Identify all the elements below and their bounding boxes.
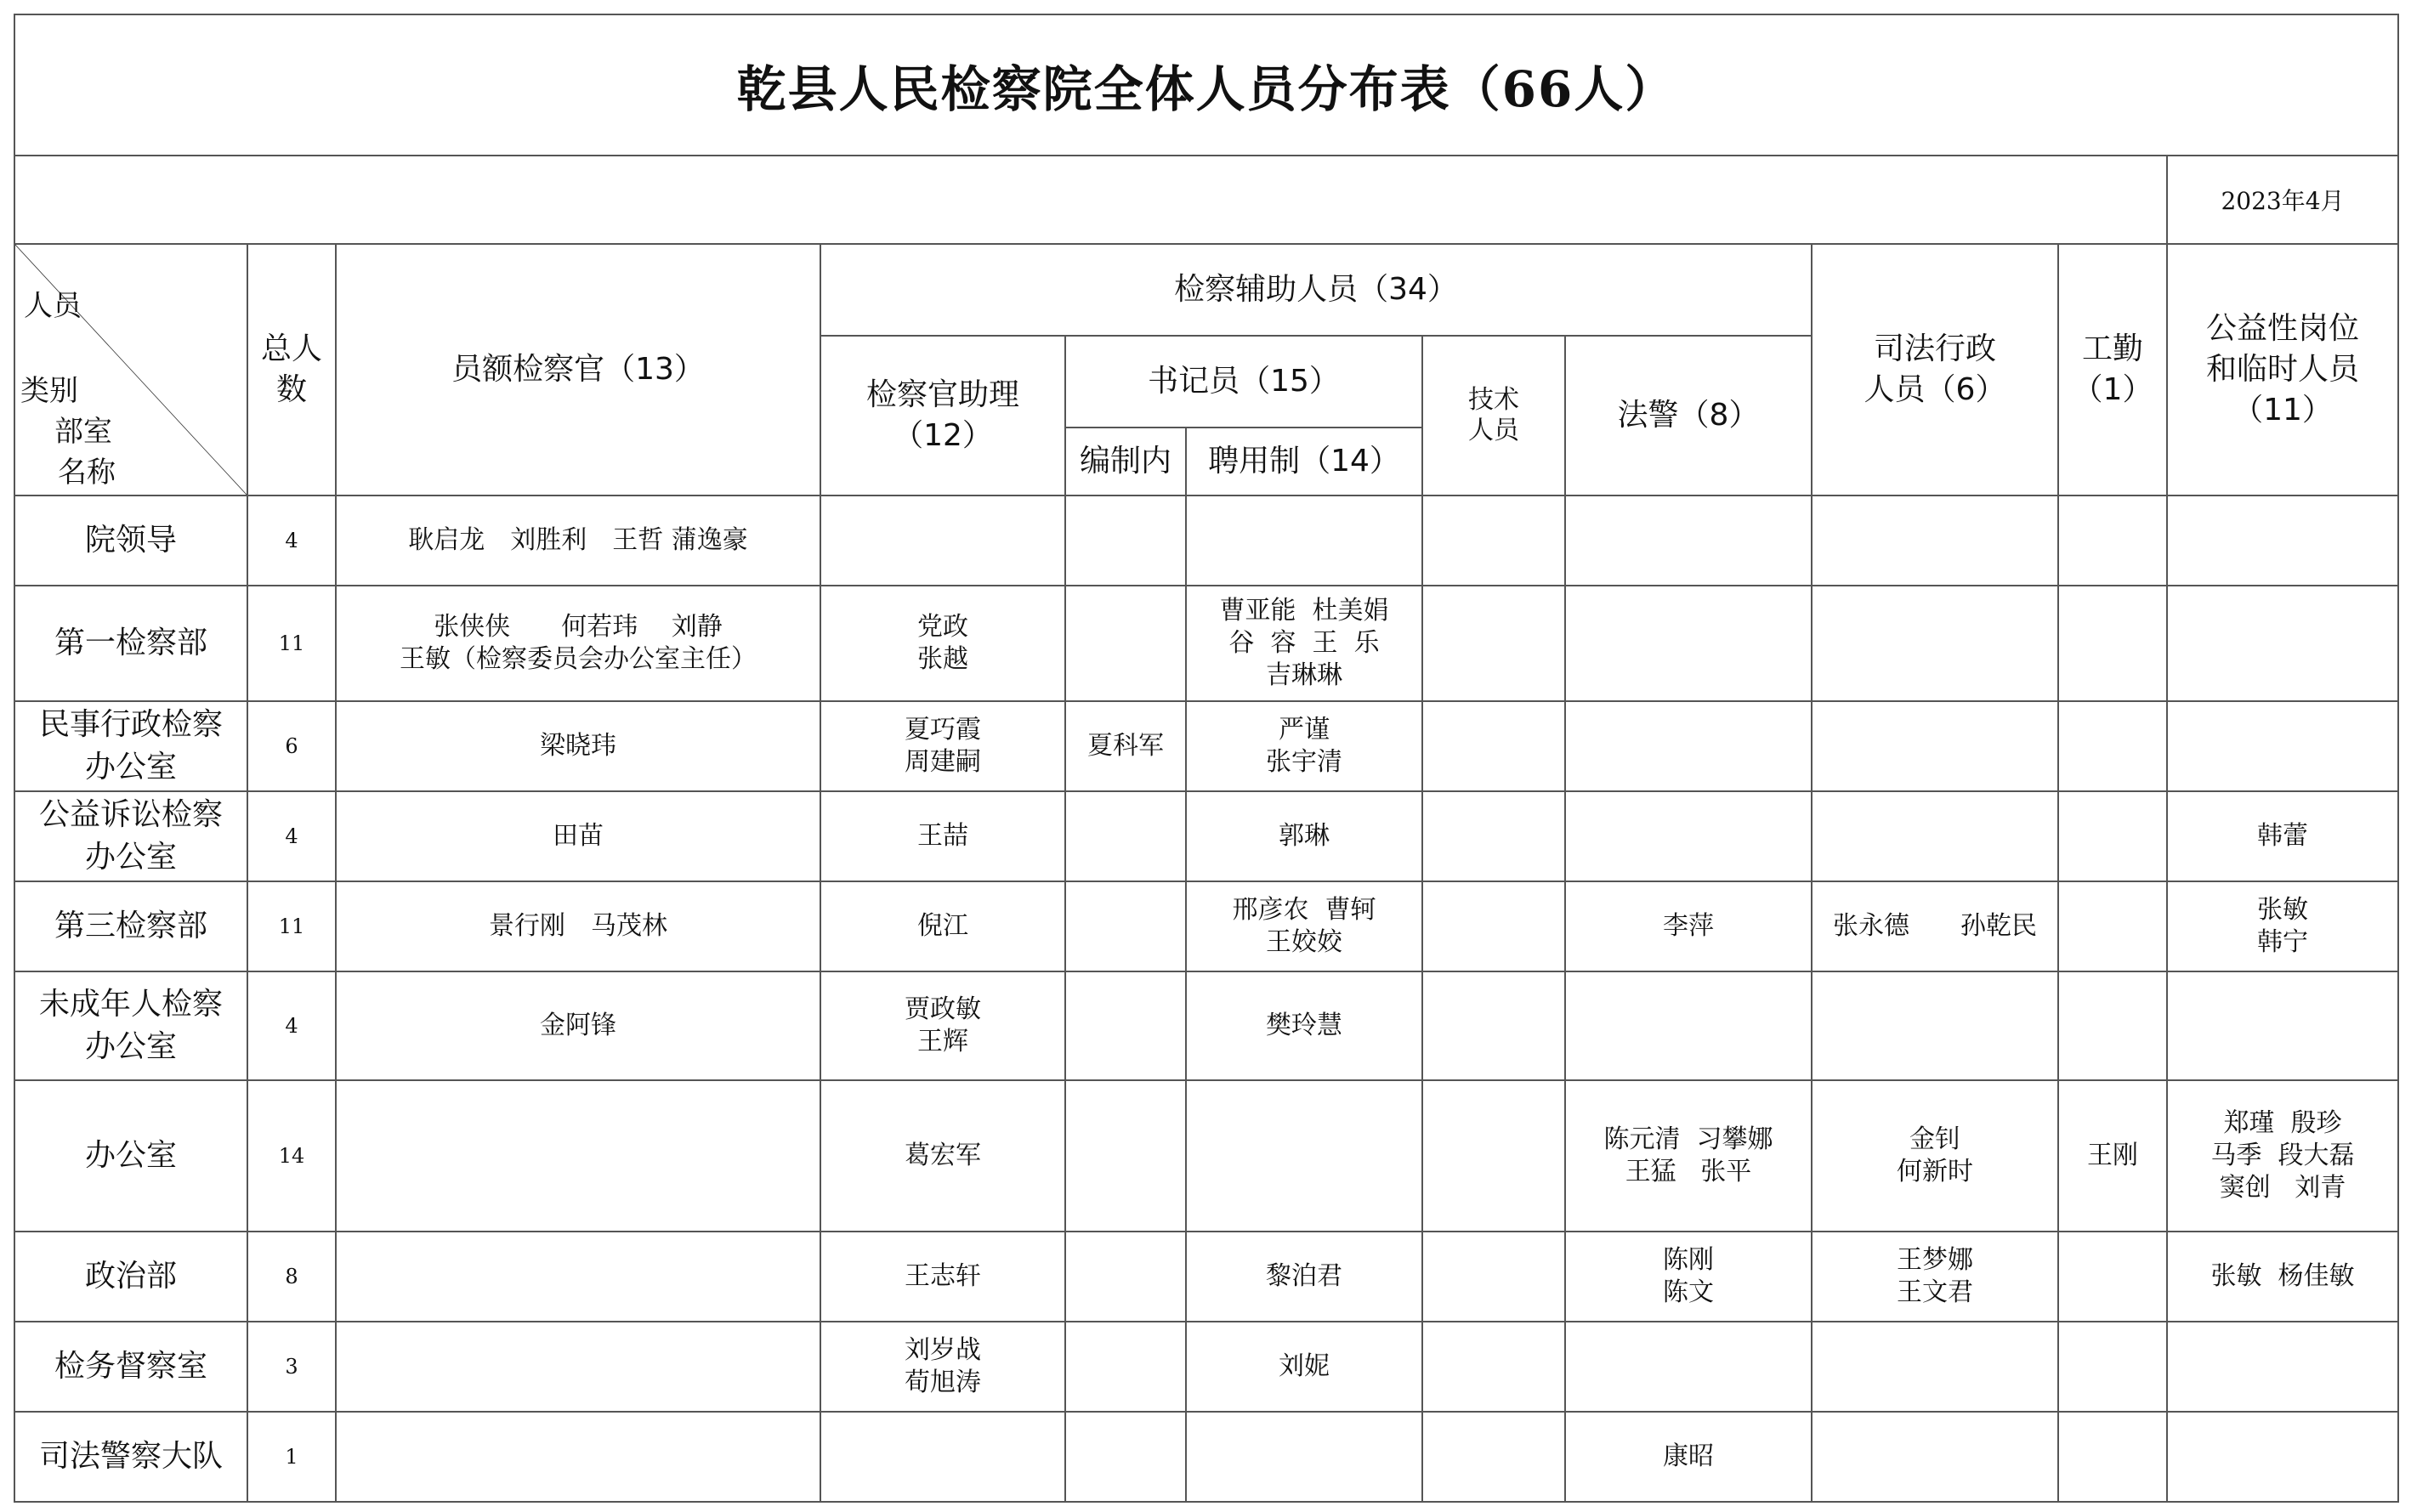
- header-judicial-admin-line2: 人员（6）: [1864, 372, 2006, 407]
- total-count-cell: 4: [247, 971, 336, 1080]
- corner-label-top: 人员: [24, 289, 82, 323]
- dept-name-line: 办公室: [84, 840, 177, 875]
- dept-name-line: 办公室: [84, 750, 177, 784]
- header-public-line2: 和临时人员: [2206, 352, 2360, 387]
- header-judicial-admin-line1: 司法行政: [1873, 331, 1996, 366]
- header-auxiliary: 检察辅助人员（34）: [820, 244, 1812, 336]
- header-public: [2167, 244, 2398, 496]
- worker-cell: [2058, 701, 2167, 791]
- tech-cell: [1422, 586, 1565, 701]
- table-row: [14, 791, 2398, 881]
- dept-name-line: 民事行政检察: [38, 707, 223, 742]
- public-cell: [2167, 1322, 2398, 1412]
- page-title: 乾县人民检察院全体人员分布表（66人）: [14, 14, 2398, 156]
- dept-cell: [14, 496, 247, 586]
- police-cell: 陈刚 陈文: [1565, 1232, 1812, 1322]
- tech-cell: [1422, 1080, 1565, 1232]
- dept-name-line: 办公室: [84, 1138, 177, 1173]
- police-cell: 康昭: [1565, 1412, 1812, 1502]
- header-worker: [2058, 244, 2167, 496]
- dept-name-line: 第一检察部: [54, 626, 207, 660]
- worker-cell: [2058, 586, 2167, 701]
- header-assistant-line2: （12）: [893, 418, 993, 453]
- table-row: [14, 1412, 2398, 1502]
- dept-cell: [14, 701, 247, 791]
- dept-cell: [14, 1322, 247, 1412]
- public-cell: [2167, 496, 2398, 586]
- header-judicial-admin: [1812, 244, 2058, 496]
- table-body: [14, 496, 2398, 1502]
- tech-cell: [1422, 791, 1565, 881]
- clerk-in-cell: [1065, 1322, 1186, 1412]
- total-count-cell: 8: [247, 1232, 336, 1322]
- clerk-hired-cell: 郭琳: [1186, 791, 1422, 881]
- dept-name-line: 司法警察大队: [38, 1439, 223, 1474]
- table-row: [14, 1080, 2398, 1232]
- corner-label-dept1: 部室: [54, 415, 112, 449]
- worker-cell: [2058, 881, 2167, 971]
- date-spacer: [14, 156, 2167, 244]
- header-assistant-line1: 检察官助理: [865, 377, 1019, 412]
- admin-cell: [1812, 791, 2058, 881]
- header-police: 法警（8）: [1565, 336, 1812, 496]
- prosecutors-cell: 耿启龙 刘胜利 王哲 蒲逸豪: [336, 496, 820, 586]
- header-public-line1: 公益性岗位: [2206, 311, 2360, 346]
- total-count-cell: 4: [247, 791, 336, 881]
- tech-cell: [1422, 1412, 1565, 1502]
- worker-cell: [2058, 971, 2167, 1080]
- clerk-hired-cell: 樊玲慧: [1186, 971, 1422, 1080]
- clerk-in-cell: [1065, 971, 1186, 1080]
- report-date: 2023年4月: [2167, 156, 2398, 244]
- tech-cell: [1422, 971, 1565, 1080]
- prosecutors-cell: 金阿锋: [336, 971, 820, 1080]
- dept-name-line: 检务督察室: [54, 1349, 207, 1384]
- table-row: [14, 586, 2398, 701]
- prosecutors-cell: [336, 1080, 820, 1232]
- prosecutors-cell: [336, 1412, 820, 1502]
- tech-cell: [1422, 1232, 1565, 1322]
- total-count-cell: 3: [247, 1322, 336, 1412]
- prosecutors-cell: [336, 1232, 820, 1322]
- dept-cell: [14, 1412, 247, 1502]
- assistant-cell: 王喆: [820, 791, 1065, 881]
- admin-cell: [1812, 496, 2058, 586]
- clerk-hired-cell: [1186, 1412, 1422, 1502]
- header-total: [247, 244, 336, 496]
- dept-name-line: 办公室: [84, 1029, 177, 1064]
- header-tech-line2: 人员: [1468, 416, 1519, 445]
- total-count-cell: 6: [247, 701, 336, 791]
- police-cell: [1565, 791, 1812, 881]
- dept-name-line: 公益诉讼检察: [38, 797, 223, 832]
- clerk-in-cell: [1065, 496, 1186, 586]
- public-cell: [2167, 586, 2398, 701]
- corner-header: [14, 244, 247, 496]
- admin-cell: 金钊 何新时: [1812, 1080, 2058, 1232]
- table-row: [14, 881, 2398, 971]
- police-cell: [1565, 496, 1812, 586]
- worker-cell: [2058, 1322, 2167, 1412]
- clerk-in-cell: [1065, 1232, 1186, 1322]
- clerk-in-cell: [1065, 586, 1186, 701]
- worker-cell: [2058, 791, 2167, 881]
- clerk-hired-cell: 邢彦农 曹轲 王姣姣: [1186, 881, 1422, 971]
- dept-name-line: 第三检察部: [54, 909, 207, 943]
- public-cell: [2167, 971, 2398, 1080]
- assistant-cell: 倪江: [820, 881, 1065, 971]
- prosecutors-cell: 梁晓玮: [336, 701, 820, 791]
- header-worker-line2: （1）: [2072, 372, 2153, 407]
- header-total-label: 总人数: [261, 331, 323, 407]
- tech-cell: [1422, 701, 1565, 791]
- police-cell: [1565, 971, 1812, 1080]
- prosecutors-cell: 田苗: [336, 791, 820, 881]
- dept-name-line: 政治部: [84, 1259, 177, 1294]
- dept-cell: [14, 1232, 247, 1322]
- assistant-cell: 夏巧霞 周建嗣: [820, 701, 1065, 791]
- clerk-hired-cell: [1186, 1080, 1422, 1232]
- header-prosecutors: 员额检察官（13）: [336, 244, 820, 496]
- assistant-cell: 王志轩: [820, 1232, 1065, 1322]
- public-cell: 韩蕾: [2167, 791, 2398, 881]
- worker-cell: 王刚: [2058, 1080, 2167, 1232]
- public-cell: 张敏 韩宁: [2167, 881, 2398, 971]
- header-clerk-in: 编制内: [1065, 428, 1186, 496]
- tech-cell: [1422, 881, 1565, 971]
- public-cell: 郑瑾 殷珍 马季 段大磊 窦创 刘青: [2167, 1080, 2398, 1232]
- worker-cell: [2058, 1232, 2167, 1322]
- dept-cell: [14, 586, 247, 701]
- admin-cell: [1812, 1322, 2058, 1412]
- clerk-in-cell: 夏科军: [1065, 701, 1186, 791]
- corner-label-dept2: 名称: [58, 456, 116, 490]
- clerk-hired-cell: [1186, 496, 1422, 586]
- police-cell: 陈元清 习攀娜 王猛 张平: [1565, 1080, 1812, 1232]
- total-count-cell: 11: [247, 586, 336, 701]
- clerk-hired-cell: 黎泊君: [1186, 1232, 1422, 1322]
- police-cell: 李萍: [1565, 881, 1812, 971]
- public-cell: [2167, 701, 2398, 791]
- table-row: [14, 971, 2398, 1080]
- admin-cell: [1812, 971, 2058, 1080]
- public-cell: [2167, 1412, 2398, 1502]
- header-worker-line1: 工勤: [2081, 331, 2143, 366]
- prosecutors-cell: 景行刚 马茂林: [336, 881, 820, 971]
- admin-cell: 张永德 孙乾民: [1812, 881, 2058, 971]
- total-count-cell: 11: [247, 881, 336, 971]
- header-public-line3: （11）: [2232, 393, 2333, 428]
- assistant-cell: 党政 张越: [820, 586, 1065, 701]
- table-row: [14, 1232, 2398, 1322]
- dept-cell: [14, 1080, 247, 1232]
- table-row: [14, 496, 2398, 586]
- dept-name-line: 院领导: [84, 523, 177, 558]
- header-clerk-hired: 聘用制（14）: [1186, 428, 1422, 496]
- total-count-cell: 4: [247, 496, 336, 586]
- clerk-hired-cell: 刘妮: [1186, 1322, 1422, 1412]
- prosecutors-cell: [336, 1322, 820, 1412]
- header-tech-line1: 技术: [1468, 385, 1519, 415]
- header-assistant: [820, 336, 1065, 496]
- total-count-cell: 1: [247, 1412, 336, 1502]
- assistant-cell: 葛宏军: [820, 1080, 1065, 1232]
- personnel-table: [14, 14, 2399, 1503]
- tech-cell: [1422, 1322, 1565, 1412]
- police-cell: [1565, 586, 1812, 701]
- table-row: [14, 1322, 2398, 1412]
- corner-label-category: 类别: [20, 374, 78, 408]
- clerk-in-cell: [1065, 791, 1186, 881]
- clerk-hired-cell: 严谨 张宇清: [1186, 701, 1422, 791]
- admin-cell: [1812, 586, 2058, 701]
- diagonal-line: [15, 245, 247, 495]
- dept-cell: [14, 971, 247, 1080]
- dept-cell: [14, 791, 247, 881]
- assistant-cell: [820, 496, 1065, 586]
- police-cell: [1565, 701, 1812, 791]
- tech-cell: [1422, 496, 1565, 586]
- police-cell: [1565, 1322, 1812, 1412]
- prosecutors-cell: 张侠侠 何若玮 刘静 王敏（检察委员会办公室主任）: [336, 586, 820, 701]
- assistant-cell: 刘岁战 荀旭涛: [820, 1322, 1065, 1412]
- table-row: [14, 701, 2398, 791]
- total-count-cell: 14: [247, 1080, 336, 1232]
- clerk-in-cell: [1065, 881, 1186, 971]
- clerk-in-cell: [1065, 1412, 1186, 1502]
- admin-cell: [1812, 1412, 2058, 1502]
- public-cell: 张敏 杨佳敏: [2167, 1232, 2398, 1322]
- admin-cell: 王梦娜 王文君: [1812, 1232, 2058, 1322]
- clerk-hired-cell: 曹亚能 杜美娟 谷 容 王 乐 吉琳琳: [1186, 586, 1422, 701]
- dept-cell: [14, 881, 247, 971]
- worker-cell: [2058, 496, 2167, 586]
- admin-cell: [1812, 701, 2058, 791]
- header-tech: [1422, 336, 1565, 496]
- header-clerk: 书记员（15）: [1065, 336, 1422, 428]
- assistant-cell: [820, 1412, 1065, 1502]
- dept-name-line: 未成年人检察: [38, 987, 223, 1022]
- clerk-in-cell: [1065, 1080, 1186, 1232]
- assistant-cell: 贾政敏 王辉: [820, 971, 1065, 1080]
- worker-cell: [2058, 1412, 2167, 1502]
